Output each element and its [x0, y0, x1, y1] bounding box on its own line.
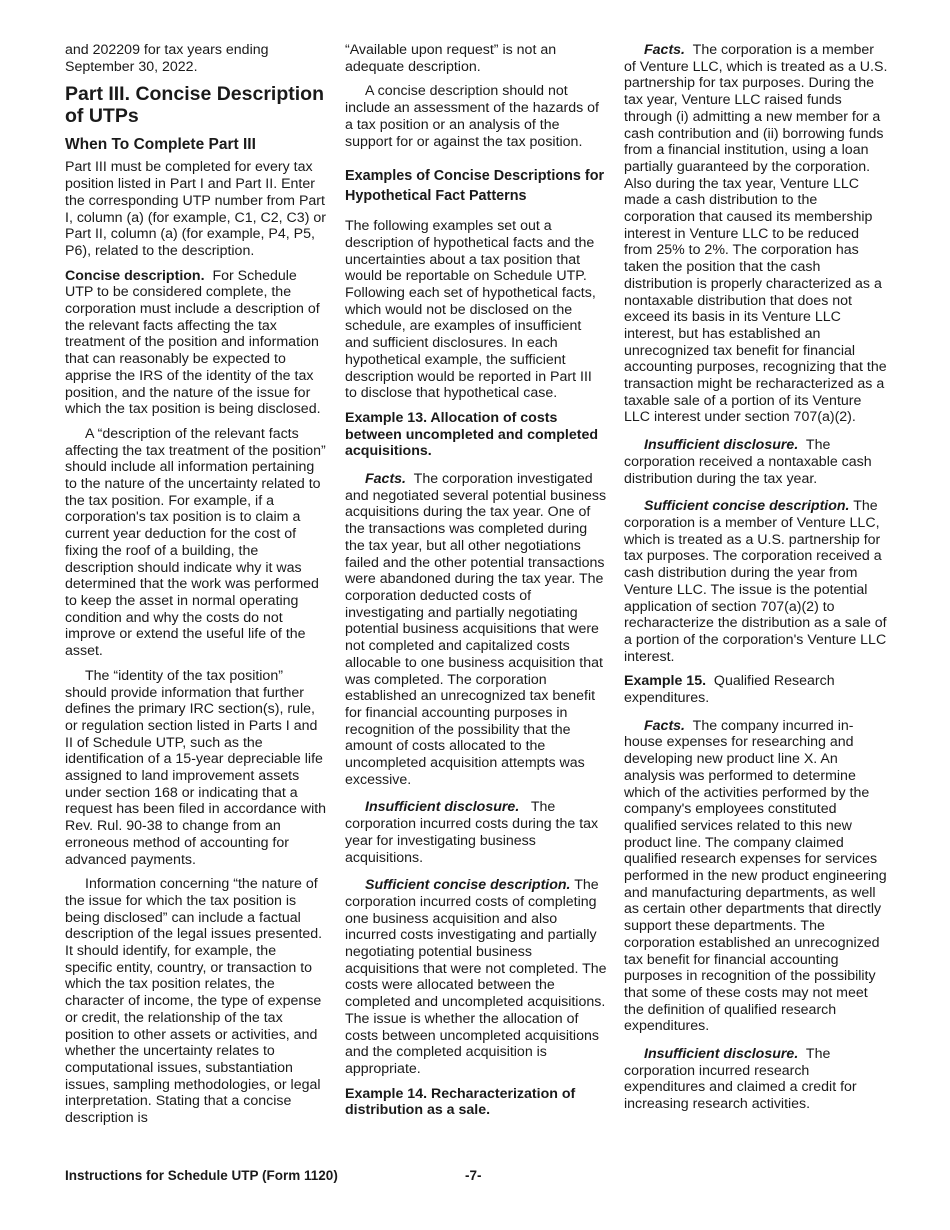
paragraph-text: The corporation incurred costs of completing one business acquisition and also incurred costs investigating and partially negotiating potential business acquisitions that were not completed. The costs were allocated between the completed and uncompleted acquisitions. The issue is whether the allocation of costs between uncompleted acquisitions and the completed acquisition is appropriate. [345, 877, 607, 1077]
paragraph-text: The corporation investigated and negotiated several potential business acquisitions during the tax year. One of the transactions was completed during the tax year, but all other negotiations failed and the other potential transactions were abandoned during the tax year. The corporation deducted costs of investigating and partially negotiating potential business acquisitions that were not completed and capitalized costs allocable to one business acquisition that was completed. The corporation established an unrecognized tax benefit for financial accounting purposes in recognition of the possibility that the amount of costs allocated to the uncompleted acquisition attempts was excessive. [345, 471, 607, 788]
example-heading [624, 673, 888, 706]
section-heading: When To Complete Part III [65, 136, 256, 154]
run-in-label: Facts. [365, 471, 407, 488]
part-title: Part III. Concise Description of UTPs [65, 83, 324, 128]
example-heading: Example 13. Allocation of costs between uncompleted and completed acquisitions. [345, 409, 599, 460]
paragraph-text: The corporation received a nontaxable cash distribution during the tax year. [624, 437, 872, 487]
run-in-label: Example 15. [624, 673, 707, 690]
column-1 [65, 42, 327, 1135]
paragraph [624, 437, 888, 487]
paragraph-text: The corporation incurred costs during the tax year for investigating business acquisitions. [345, 799, 599, 866]
paragraph-text: The corporation is a member of Venture LLC, which is treated as a U.S. partnership for tax purposes. The corporation received a cash distribution during the year from Venture LLC. The issue is the potential application of section 707(a)(2) to recharacterize the distribution as a sale of a portion of the corporation's Venture LLC interest. [624, 498, 887, 665]
paragraph [345, 877, 607, 1077]
paragraph: Part III must be completed for every tax position listed in Part I and Part II. Enter the corresponding UTP number from Part I, column (a) (for example, C1, C2, C3) or Part II, column (a) (for example, P4, P5, P6), related to the description. [65, 159, 326, 259]
paragraph: The following examples set out a description of hypothetical facts and the uncertainties about a tax position that would be reportable on Schedule UTP. Following each set of hypothetical facts, which would not be disclosed on the schedule, are examples of insufficient and sufficient disclosures. In each hypothetical example, the sufficient description would be reported in Part III to disclose that hypothetical case. [345, 218, 596, 402]
run-in-label: Insufficient disclosure. [644, 1046, 799, 1063]
section-heading: Examples of Concise Descriptions for Hypothetical Fact Patterns [345, 168, 605, 205]
paragraph: “Available upon request” is not an adequate description. [345, 42, 557, 75]
paragraph: A “description of the relevant facts affecting the tax treatment of the position” should include all information pertaining to the nature of the uncertainty related to the tax position. For example, if a corporation's tax position is to claim a current year deduction for the cost of fixing the roof of a building, the description should indicate why it was determined that the work was performed to keep the asset in normal operating condition and why the costs do not improve or extend the useful life of the asset. [65, 425, 326, 660]
paragraph [624, 498, 888, 665]
example-heading: Example 14. Recharacterization of distribution as a sale. [345, 1085, 576, 1119]
paragraph-text: Qualified Research expenditures. [624, 673, 835, 707]
run-in-label: Facts. [644, 42, 686, 58]
paragraph [65, 268, 327, 418]
paragraph-text: The corporation is a member of Venture LLC, which is treated as a U.S. partnership for tax purposes. During the tax year, Venture LLC raised funds through (i) admitting a new member for a cash contribution and (ii) borrowing funds from a financial institution, using a loan partially guaranteed by the corporation. Also during the tax year, Venture LLC made a cash distribution to the corporation that caused its membership interest in Venture LLC to be reduced from 25% to 2%. The corporation has taken the position that the cash distribution is properly characterized as a nontaxable distribution that does not exceed its basis in its Venture LLC interest, but has established an unrecognized tax benefit for financial accounting purposes, recognizing that the transaction might be recharacterized as a taxable sale of a portion of its Venture LLC interest under section 707(a)(2). [624, 42, 888, 426]
page-number: -7- [465, 1168, 482, 1183]
paragraph: Information concerning “the nature of the issue for which the tax position is being disclosed” can include a factual description of the legal issues presented. It should identify, for example, the specific entity, country, or transaction to which the tax position relates, the character of income, the type of expense or credit, the relationship of the tax position to other assets or activities, and whether the uncertainty relates to computational issues, substantiation issues, sampling methodologies, or legal interpretation. Stating that a concise description is [65, 876, 323, 1127]
paragraph-text: For Schedule UTP to be considered complete, the corporation must include a description of the relevant facts affecting the tax treatment of the position and information that can reasonably be expected to apprise the IRS of the identity of the tax position, and the nature of the issue for which the tax position is being disclosed. [65, 267, 321, 418]
run-in-label: Insufficient disclosure. [644, 437, 799, 454]
column-2 [345, 42, 607, 1127]
run-in-label: Sufficient concise description. [644, 498, 850, 515]
run-in-label: Sufficient concise description. [365, 877, 571, 894]
paragraph-text: The company incurred in-house expenses for researching and developing new product line X. An analysis was performed to determine which of the activities performed by the company's employees constituted qualified services related to this new product line. The company claimed qualified research expenses for services performed in the new product engineering and manufacturing departments, as well as certain other departments that directly support these departments. The corporation established an unrecognized tax benefit for financial accounting purposes in recognition of the possibility that some of these costs may not meet the definition of qualified research expenditures. [624, 717, 887, 1035]
column-3 [624, 42, 888, 1121]
paragraph-text: The corporation incurred research expenditures and claimed a credit for increasing research activities. [624, 1046, 857, 1113]
footer-title: Instructions for Schedule UTP (Form 1120) [65, 1168, 338, 1183]
paragraph [624, 1046, 888, 1113]
paragraph [624, 42, 888, 426]
paragraph [345, 799, 607, 866]
paragraph [345, 471, 607, 788]
paragraph: A concise description should not include an assessment of the hazards of a tax position or an analysis of the support for or against the tax position. [345, 83, 599, 150]
run-in-label: Concise description. [65, 267, 205, 284]
run-in-label: Insufficient disclosure. [365, 799, 520, 816]
paragraph [624, 718, 888, 1035]
paragraph: The “identity of the tax position” should provide information that further defines the primary IRC section(s), rule, or regulation section listed in Parts I and II of Schedule UTP, such as the identification of a 15-year depreciable life assigned to land improvement assets under section 168 or indicating that a request has been filed in accordance with Rev. Rul. 90-38 to change from an erroneous method of accounting for advanced payments. [65, 667, 327, 868]
paragraph: and 202209 for tax years ending September 30, 2022. [65, 42, 269, 75]
run-in-label: Facts. [644, 717, 686, 734]
